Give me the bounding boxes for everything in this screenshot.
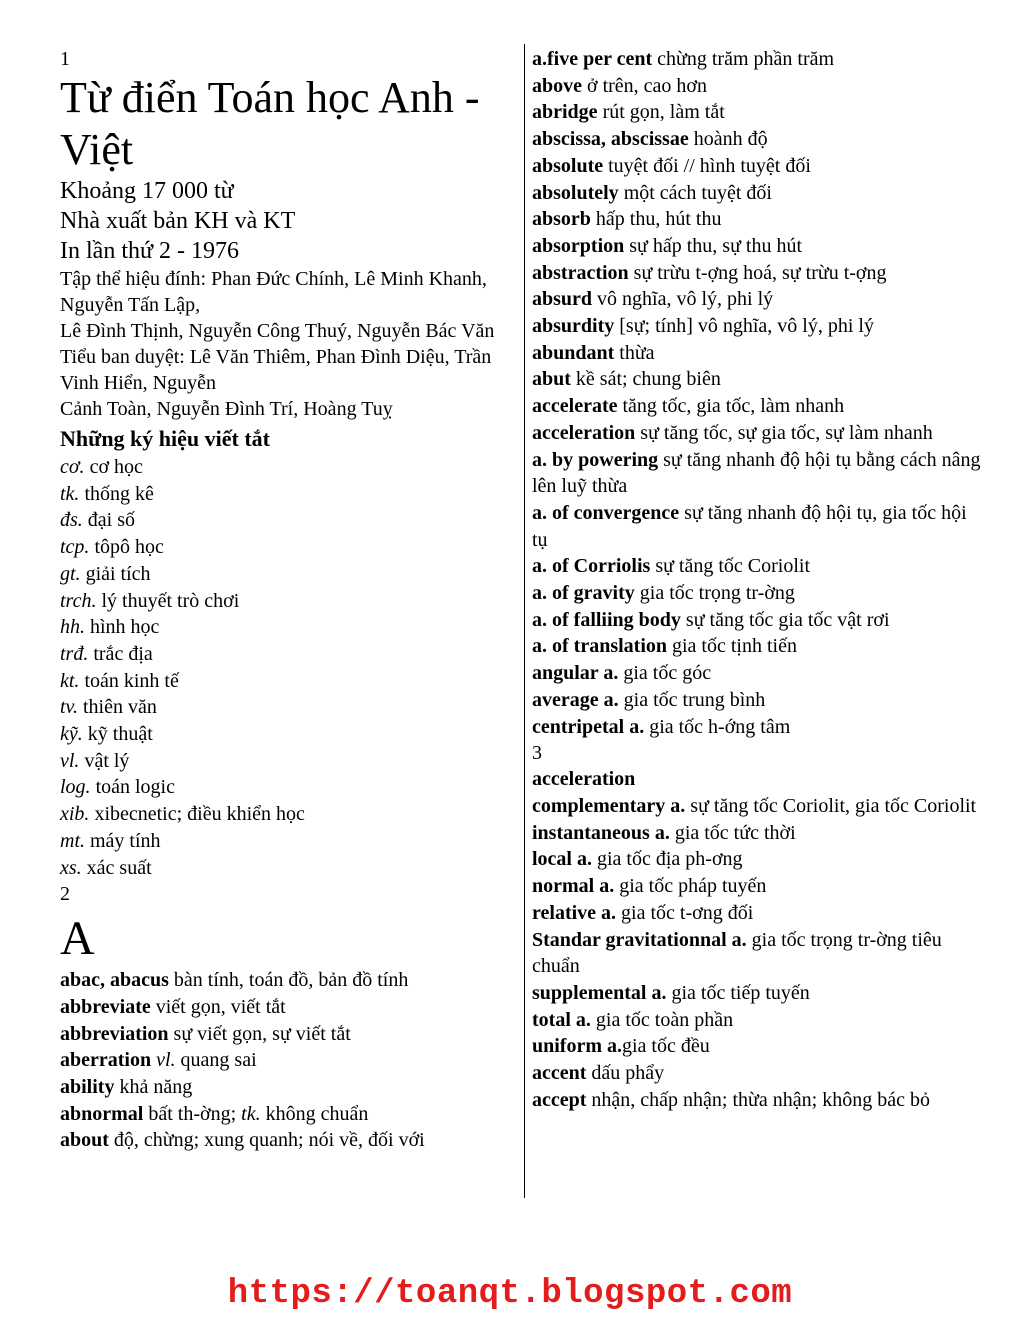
dictionary-entry: [532, 927, 984, 980]
dictionary-entry: [60, 994, 518, 1021]
abbreviation-meaning: vật lý: [79, 749, 130, 772]
entry-definition: sự tăng tốc gia tốc vật rơi: [680, 608, 890, 631]
dictionary-entry: [532, 553, 984, 580]
dictionary-entry: [60, 1127, 518, 1154]
credits-line: Lê Đình Thịnh, Nguyễn Công Thuý, Nguyễn Bác Văn: [60, 320, 495, 342]
dictionary-entry: [532, 820, 984, 847]
info-line: Khoảng 17 000 từ: [60, 178, 234, 204]
entry-definition: sự trừu t-ợng hoá, sự trừu t-ợng: [628, 261, 887, 284]
entry-definition: viết gọn, viết tắt: [150, 995, 286, 1018]
page-title: Từ điển Toán học Anh - Việt: [60, 73, 480, 174]
dictionary-entry: [532, 206, 984, 233]
entry-definition: một cách tuyệt đối: [618, 181, 772, 204]
entry-term: a. of Corriolis: [532, 555, 651, 578]
dictionary-entry: [532, 633, 984, 660]
entry-definition: sự hấp thu, sự thu hút: [624, 234, 803, 257]
dictionary-entry: [532, 366, 984, 393]
entry-term: accent: [532, 1062, 587, 1085]
entry-definition: gia tốc trọng tr-ờng tiêu chuẩn: [532, 928, 942, 978]
entry-term: aberration: [60, 1049, 152, 1072]
entry-definition: hoành độ: [688, 128, 768, 151]
entry-term: a. of gravity: [532, 582, 635, 605]
dictionary-entry: [60, 967, 518, 994]
entry-definition: bất th-ờng;: [143, 1102, 242, 1125]
abbreviation-code: log.: [60, 776, 91, 799]
entry-term: uniform a.: [532, 1035, 622, 1058]
entry-definition: gia tốc tức thời: [669, 821, 796, 844]
dictionary-entry: [532, 1007, 984, 1034]
dictionary-entry: [532, 1033, 984, 1060]
entry-definition: thừa: [614, 341, 655, 364]
entry-term: abstraction: [532, 261, 629, 284]
entry-term: complementary a.: [532, 794, 686, 817]
entry-definition: không chuẩn: [260, 1102, 369, 1125]
entry-definition: sự tăng tốc Coriolit: [650, 555, 811, 578]
dictionary-entries: [532, 46, 984, 740]
publication-info: [60, 176, 518, 266]
abbreviation-meaning: xibecnetic; điều khiển học: [89, 803, 305, 826]
abbreviation-item: [60, 694, 518, 721]
dictionary-entry: [532, 873, 984, 900]
abbreviation-meaning: kỹ thuật: [82, 723, 153, 746]
abbreviation-item: [60, 668, 518, 695]
entry-definition: sự tăng nhanh độ hội tụ, gia tốc hội tụ: [532, 501, 967, 551]
entry-definition: gia tốc pháp tuyến: [614, 875, 767, 898]
abbreviation-code: trch.: [60, 589, 97, 612]
entry-term: angular a.: [532, 662, 619, 685]
dictionary-entry: [532, 1087, 984, 1114]
credits: [60, 266, 518, 422]
entry-definition: khả năng: [114, 1076, 193, 1099]
abbreviation-code: đs.: [60, 509, 83, 532]
abbreviation-item: [60, 614, 518, 641]
entry-term: abundant: [532, 341, 615, 364]
entry-term: average a.: [532, 688, 619, 711]
abbreviation-meaning: xác suất: [81, 856, 152, 879]
abbreviation-meaning: toán logic: [90, 776, 175, 799]
entry-term: above: [532, 74, 582, 97]
dictionary-entry: [532, 393, 984, 420]
entry-term: abac, abacus: [60, 969, 169, 992]
entry-term: accept: [532, 1088, 587, 1111]
entry-term: absorb: [532, 208, 591, 231]
entry-definition: gia tốc địa ph-ơng: [592, 848, 743, 871]
abbreviation-code: hh.: [60, 616, 85, 639]
credits-line: Cảnh Toàn, Nguyễn Đình Trí, Hoàng Tuỵ: [60, 398, 393, 420]
abbreviation-item: [60, 801, 518, 828]
entry-definition: hấp thu, hút thu: [590, 208, 722, 231]
credits-line: Tiểu ban duyệt: Lê Văn Thiêm, Phan Đình Diệu, Trần Vinh Hiển, Nguyễn: [60, 346, 492, 394]
entry-term: normal a.: [532, 875, 615, 898]
entry-definition: dấu phẩy: [586, 1062, 665, 1085]
entry-term: acceleration: [532, 421, 636, 444]
entry-term: instantaneous a.: [532, 821, 670, 844]
abbreviation-meaning: đại số: [82, 509, 136, 532]
entry-term: acceleration: [532, 768, 636, 791]
entry-term: Standar gravitationnal a.: [532, 928, 747, 951]
dictionary-entry: [532, 420, 984, 447]
entry-term: a. of falliing body: [532, 608, 681, 631]
entry-term: centripetal a.: [532, 715, 645, 738]
dictionary-entry: [532, 580, 984, 607]
entry-term: supplemental a.: [532, 981, 667, 1004]
dictionary-entry: [532, 660, 984, 687]
entry-domain-tag: vl.: [156, 1049, 176, 1072]
entry-term: abscissa, abscissae: [532, 128, 689, 151]
info-line: In lần thứ 2 - 1976: [60, 238, 239, 264]
abbreviation-code: kt.: [60, 669, 80, 692]
abbreviation-item: [60, 855, 518, 882]
entry-term: abbreviate: [60, 995, 151, 1018]
abbreviation-meaning: toán kinh tế: [79, 669, 179, 692]
entry-term: accelerate: [532, 395, 618, 418]
abbreviation-item: [60, 641, 518, 668]
dictionary-entry: [532, 687, 984, 714]
entry-definition: gia tốc trọng tr-ờng: [634, 582, 795, 605]
dictionary-entry: [532, 793, 984, 820]
entry-domain-tag: tk.: [241, 1102, 261, 1125]
abbreviation-code: gt.: [60, 562, 81, 585]
entry-term: a. of translation: [532, 635, 667, 658]
dictionary-entry: [60, 1047, 518, 1074]
dictionary-entry: [532, 340, 984, 367]
entry-term: absorption: [532, 234, 625, 257]
abbreviation-item: [60, 454, 518, 481]
abbreviation-code: trđ.: [60, 642, 89, 665]
abbreviation-code: tk.: [60, 482, 80, 505]
right-column: [532, 46, 984, 1113]
column-divider: [524, 44, 525, 1198]
dictionary-entry: [532, 260, 984, 287]
dictionary-entry: [60, 1101, 518, 1128]
abbreviation-code: tv.: [60, 696, 78, 719]
abbreviation-code: mt.: [60, 829, 85, 852]
dictionary-entry: [532, 447, 984, 500]
abbreviation-item: [60, 534, 518, 561]
left-column: [60, 46, 518, 1154]
entry-definition: [sự; tính] vô nghĩa, vô lý, phi lý: [614, 315, 874, 338]
entry-term: absolute: [532, 154, 604, 177]
entry-definition: tăng tốc, gia tốc, làm nhanh: [617, 395, 845, 418]
section-letter: A: [60, 912, 95, 966]
entry-term: total a.: [532, 1008, 591, 1031]
abbreviation-item: [60, 561, 518, 588]
abbreviation-item: [60, 828, 518, 855]
abbreviation-meaning: cơ học: [84, 456, 143, 478]
entry-term: abridge: [532, 101, 598, 124]
entry-definition: sự tăng tốc, sự gia tốc, sự làm nhanh: [635, 421, 933, 444]
page-number: 3: [532, 742, 542, 765]
dictionary-entry: [532, 900, 984, 927]
entry-definition: vô nghĩa, vô lý, phi lý: [592, 288, 774, 311]
entry-term: relative a.: [532, 901, 617, 924]
abbreviation-code: vl.: [60, 749, 80, 772]
abbreviation-meaning: máy tính: [85, 829, 161, 852]
footer-url[interactable]: https://toanqt.blogspot.com: [227, 1275, 793, 1313]
entry-term: local a.: [532, 848, 592, 871]
entry-definition: ở trên, cao hơn: [582, 74, 707, 97]
abbreviation-meaning: tôpô học: [89, 536, 164, 559]
entry-term: absurd: [532, 288, 593, 311]
dictionary-entry: [532, 46, 984, 73]
entry-term: a. by powering: [532, 448, 659, 471]
entry-definition: nhận, chấp nhận; thừa nhận; không bác bỏ: [586, 1088, 930, 1111]
dictionary-entry: [532, 500, 984, 553]
dictionary-entry: [532, 180, 984, 207]
dictionary-entries: [60, 967, 518, 1154]
entry-definition: gia tốc t-ơng đối: [616, 901, 754, 924]
dictionary-entry: [60, 1021, 518, 1048]
page-number: 2: [60, 883, 70, 906]
dictionary-entry: [532, 313, 984, 340]
abbreviation-code: tcp.: [60, 536, 90, 559]
dictionary-entry: [532, 766, 984, 793]
entry-term: abnormal: [60, 1102, 144, 1125]
entry-term: ability: [60, 1076, 115, 1099]
abbreviation-meaning: thống kê: [79, 482, 154, 505]
entry-term: absolutely: [532, 181, 619, 204]
dictionary-entry: [532, 286, 984, 313]
abbreviation-meaning: giải tích: [80, 562, 151, 585]
abbreviation-code: xs.: [60, 856, 82, 879]
abbreviation-meaning: hình học: [85, 616, 160, 639]
abbreviation-code: xib.: [60, 803, 90, 826]
entry-definition: kề sát; chung biên: [570, 368, 721, 391]
dictionary-entries: [532, 766, 984, 1113]
entry-term: absurdity: [532, 315, 615, 338]
page-number: 1: [60, 48, 70, 70]
entry-term: abut: [532, 368, 571, 391]
abbreviation-item: [60, 748, 518, 775]
abbreviation-item: [60, 721, 518, 748]
entry-definition: độ, chừng; xung quanh; nói về, đối với: [108, 1129, 425, 1152]
dictionary-entry: [532, 846, 984, 873]
entry-definition: chừng trăm phần trăm: [652, 48, 835, 70]
dictionary-entry: [532, 73, 984, 100]
entry-definition: gia tốc đều: [622, 1035, 710, 1058]
entry-definition: sự tăng tốc Coriolit, gia tốc Coriolit: [685, 794, 977, 817]
dictionary-entry: [532, 714, 984, 741]
entry-definition: gia tốc tiếp tuyến: [666, 981, 810, 1004]
dictionary-entry: [532, 99, 984, 126]
entry-definition: gia tốc trung bình: [618, 688, 766, 711]
entry-definition: gia tốc góc: [618, 662, 712, 685]
abbreviation-item: [60, 507, 518, 534]
dictionary-entry: [60, 1074, 518, 1101]
credits-line: Tập thể hiệu đính: Phan Đức Chính, Lê Minh Khanh, Nguyễn Tấn Lập,: [60, 268, 487, 316]
abbreviation-code: kỹ.: [60, 723, 83, 746]
entry-definition: gia tốc tịnh tiến: [667, 635, 797, 658]
abbreviation-item: [60, 481, 518, 508]
entry-definition: tuyệt đối // hình tuyệt đối: [603, 154, 811, 177]
abbreviations-heading: Những ký hiệu viết tắt: [60, 426, 270, 451]
entry-definition: sự tăng nhanh độ hội tụ bằng cách nâng lên luỹ thừa: [532, 448, 981, 498]
dictionary-entry: [532, 126, 984, 153]
dictionary-entry: [532, 607, 984, 634]
entry-definition: quang sai: [175, 1049, 257, 1072]
dictionary-entry: [532, 233, 984, 260]
entry-definition: gia tốc toàn phần: [590, 1008, 734, 1031]
dictionary-entry: [532, 980, 984, 1007]
abbreviation-item: [60, 774, 518, 801]
abbreviation-list: [60, 454, 518, 881]
entry-term: a.five per cent: [532, 48, 653, 70]
entry-term: about: [60, 1129, 109, 1152]
entry-definition: bàn tính, toán đồ, bản đồ tính: [168, 969, 409, 992]
entry-definition: rút gọn, làm tắt: [597, 101, 725, 124]
abbreviation-code: cơ.: [60, 456, 85, 478]
abbreviation-meaning: thiên văn: [77, 696, 157, 719]
abbreviation-meaning: trắc địa: [88, 642, 153, 665]
entry-definition: gia tốc h-ớng tâm: [644, 715, 791, 738]
entry-term: abbreviation: [60, 1022, 169, 1045]
dictionary-entry: [532, 1060, 984, 1087]
entry-term: a. of convergence: [532, 501, 680, 524]
info-line: Nhà xuất bản KH và KT: [60, 208, 296, 234]
entry-definition: sự viết gọn, sự viết tắt: [168, 1022, 351, 1045]
abbreviation-meaning: lý thuyết trò chơi: [96, 589, 240, 612]
abbreviation-item: [60, 588, 518, 615]
dictionary-entry: [532, 153, 984, 180]
